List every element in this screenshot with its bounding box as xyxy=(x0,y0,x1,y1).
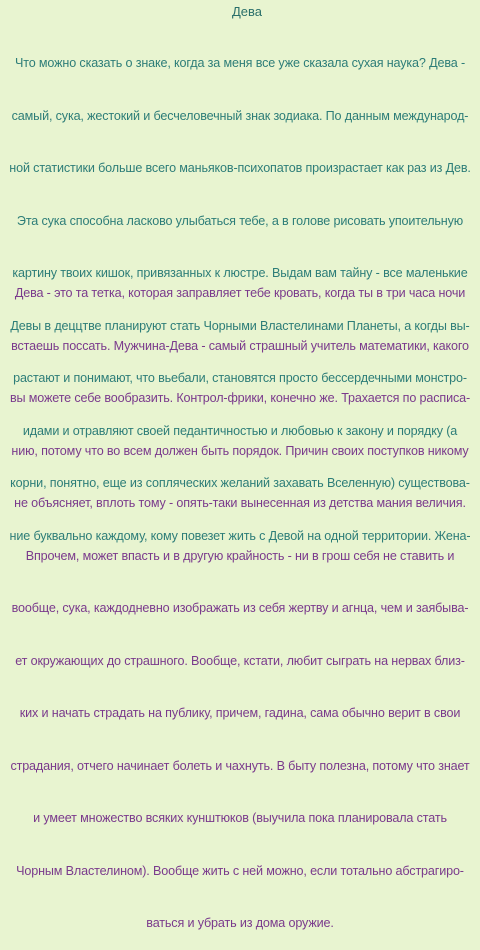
text-line: и умеет множество всяких кунштюков (выучила пока планировала стать xyxy=(33,811,447,825)
text-line: Эта сука способна ласково улыбаться тебе, а в голове рисовать упоительную xyxy=(16,213,464,228)
text-line: ет окружающих до страшного. Вообще, кстати, любит сыграть на нервах близ- xyxy=(15,653,465,668)
text-line: встаешь поссать. Мужчина-Дева - самый страшный учитель математики, какого xyxy=(11,338,469,353)
paragraph-details xyxy=(0,250,480,950)
text-line: корни, понятно, еще из сопляческих желаний захавать Вселенную) существова- xyxy=(10,476,470,490)
text-line: нию, потому что во всем должен быть порядок. Причин своих поступков никому xyxy=(11,443,469,458)
text-line: растают и понимают, что вьебали, становятся просто бессердечными монстро- xyxy=(13,371,467,385)
text-line: картину твоих кишок, привязанных к люстре. Выдам вам тайну - все маленькие xyxy=(12,266,468,280)
text-line: вы можете себе вообразить. Контрол-фрики, конечно же. Трахается по расписа- xyxy=(9,391,471,405)
text-line: вообще, сука, каждодневно изображать из себя жертву и агнца, чем и заябыва- xyxy=(11,601,469,615)
text-line: ваться и убрать из дома оружие. xyxy=(146,916,334,930)
text-line: идами и отравляют своей педантичностью и любовью к закону и порядку (а xyxy=(22,423,458,438)
text-line: ние буквально каждому, кому повезет жить с Девой на одной территории. Жена- xyxy=(9,528,471,543)
text-line: ной статистики больше всего маньяков-психопатов произрастает как раз из Дев. xyxy=(9,161,471,175)
text-line: не объясняет, вплоть тому - опять-таки вынесенная из детства мания величия. xyxy=(14,496,466,510)
text-line: Чорным Властелином). Вообще жить с ней можно, если тотально абстрагиро- xyxy=(16,863,464,878)
text-line: Дева - это та тетка, которая заправляет тебе кровать, когда ты в три часа ночи xyxy=(14,286,466,300)
text-line: ких и начать страдать на публику, причем, гадина, сама обычно верит в свои xyxy=(19,706,461,720)
page-title: Дева xyxy=(232,4,263,19)
text-line: страдания, отчего начинает болеть и чахнуть. В быту полезна, потому что знает xyxy=(10,758,470,773)
text-line: самый, сука, жестокий и бесчеловечный знак зодиака. По данным международ- xyxy=(11,108,469,123)
text-line: Что можно сказать о знаке, когда за меня все уже сказала сухая наука? Дева - xyxy=(15,56,465,70)
text-line: Девы в деццтве планируют стать Чорными Властелинами Планеты, а когды вы- xyxy=(10,318,470,333)
text-line: Впрочем, может впасть и в другую крайность - ни в грош себя не ставить и xyxy=(25,548,455,563)
